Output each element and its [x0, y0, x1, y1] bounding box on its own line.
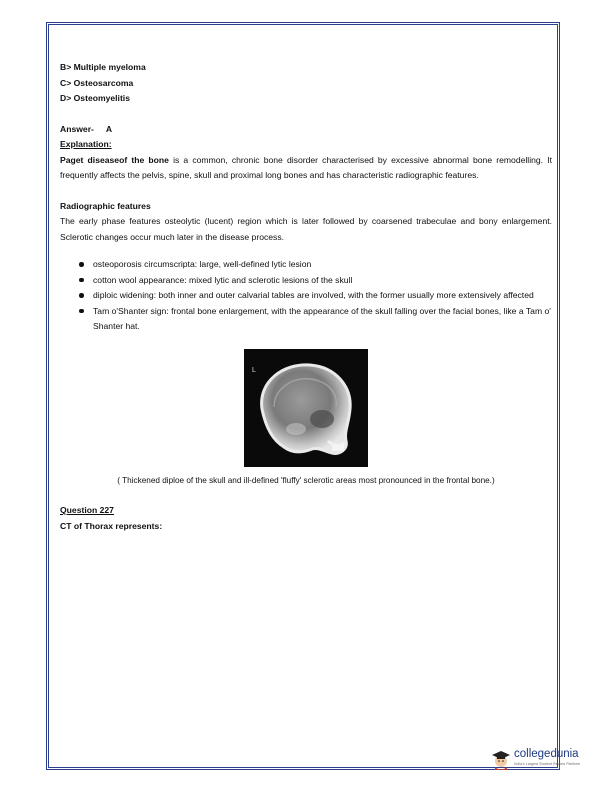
list-item: cotton wool appearance: mixed lytic and sclerotic lesions of the skull [93, 273, 552, 289]
xray-label: L [252, 366, 256, 374]
option-b: B> Multiple myeloma [60, 62, 146, 72]
explanation-text: is a common, chronic bone disorder characterised by excessive abnormal bone remodelling. It frequently affects the pelvis, spine, skull and proximal long bones and has characteristic radiographic features. [60, 154, 552, 180]
answer-line [60, 122, 552, 138]
figure-caption: ( Thickened diploe of the skull and ill-defined 'fluffy' sclerotic areas most pronounced in the frontal bone.) [117, 475, 495, 485]
option-c: C> Osteosarcoma [60, 77, 134, 88]
explanation-term: Paget diseaseof the bone [60, 154, 169, 165]
question-heading: Question 227 [60, 505, 114, 515]
explanation-paragraph [60, 153, 552, 184]
list-item: diploic widening: both inner and outer calvarial tables are involved, with the former usually more extensively affected [93, 288, 552, 304]
page-content [60, 60, 552, 534]
collegedunia-logo [490, 748, 580, 770]
radiographic-text: The early phase features osteolytic (lucent) region which is later followed by coarsened trabeculae and bony enlargement. Sclerotic changes occur much later in the disease process. [60, 216, 552, 242]
explanation-heading: Explanation: [60, 139, 112, 149]
list-item: osteoporosis circumscripta: large, well-defined lytic lesion [93, 257, 552, 273]
list-item: Tam o'Shanter sign: frontal bone enlargement, with the appearance of the skull falling over the facial bones, like a Tam o' Shanter hat. [93, 304, 552, 335]
answer-value: A [105, 123, 113, 134]
graduate-mascot-icon [490, 748, 512, 770]
feature-list [60, 257, 552, 335]
option-d: D> Osteomyelitis [60, 93, 130, 103]
answer-label: Answer- [60, 123, 94, 134]
skull-xray-image [244, 349, 368, 467]
logo-name: collegedunia [514, 748, 579, 760]
radiographic-heading: Radiographic features [60, 200, 151, 211]
logo-tagline: India's Largest Student Review Platform [514, 762, 581, 766]
figure [60, 349, 552, 467]
question-text: CT of Thorax represents: [60, 520, 163, 531]
